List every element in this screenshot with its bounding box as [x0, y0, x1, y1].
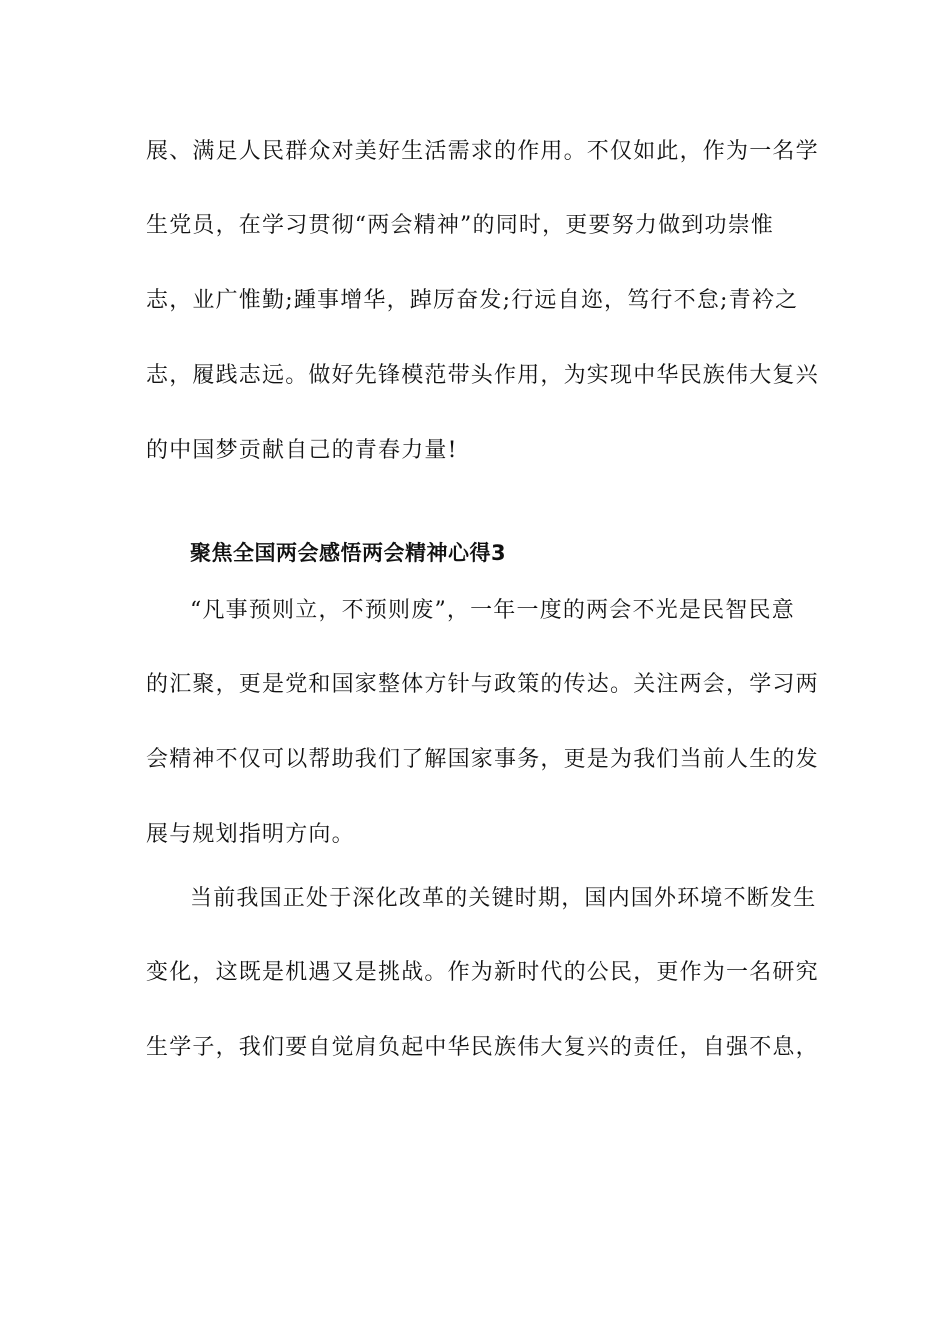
section-heading: 聚焦全国两会感悟两会精神心得3 [190, 541, 507, 565]
paragraph-2-line-3: 会精神不仅可以帮助我们了解国家事务，更是为我们当前人生的发 [146, 747, 819, 772]
paragraph-3-line-1: 当前我国正处于深化改革的关键时期，国内国外环境不断发生 [190, 886, 817, 911]
paragraph-1-line-4: 志，履践志远。做好先锋模范带头作用，为实现中华民族伟大复兴 [146, 363, 819, 388]
paragraph-2-line-2: 的汇聚，更是党和国家整体方针与政策的传达。关注两会，学习两 [146, 672, 819, 697]
paragraph-2-line-1: “凡事预则立，不预则废”，一年一度的两会不光是民智民意 [190, 598, 795, 623]
paragraph-1-line-1: 展、满足人民群众对美好生活需求的作用。不仅如此，作为一名学 [146, 139, 819, 164]
paragraph-2-line-4: 展与规划指明方向。 [146, 822, 355, 847]
paragraph-3-line-3: 生学子，我们要自觉肩负起中华民族伟大复兴的责任，自强不息， [146, 1035, 819, 1060]
paragraph-1-line-3: 志，业广惟勤;踵事增华，踔厉奋发;行远自迩，笃行不怠;青衿之 [146, 288, 799, 313]
paragraph-1-line-2: 生党员，在学习贯彻“两会精神”的同时，更要努力做到功崇惟 [146, 213, 775, 238]
paragraph-3-line-2: 变化，这既是机遇又是挑战。作为新时代的公民，更作为一名研究 [146, 960, 819, 985]
paragraph-1-line-5: 的中国梦贡献自己的青春力量! [146, 438, 458, 463]
